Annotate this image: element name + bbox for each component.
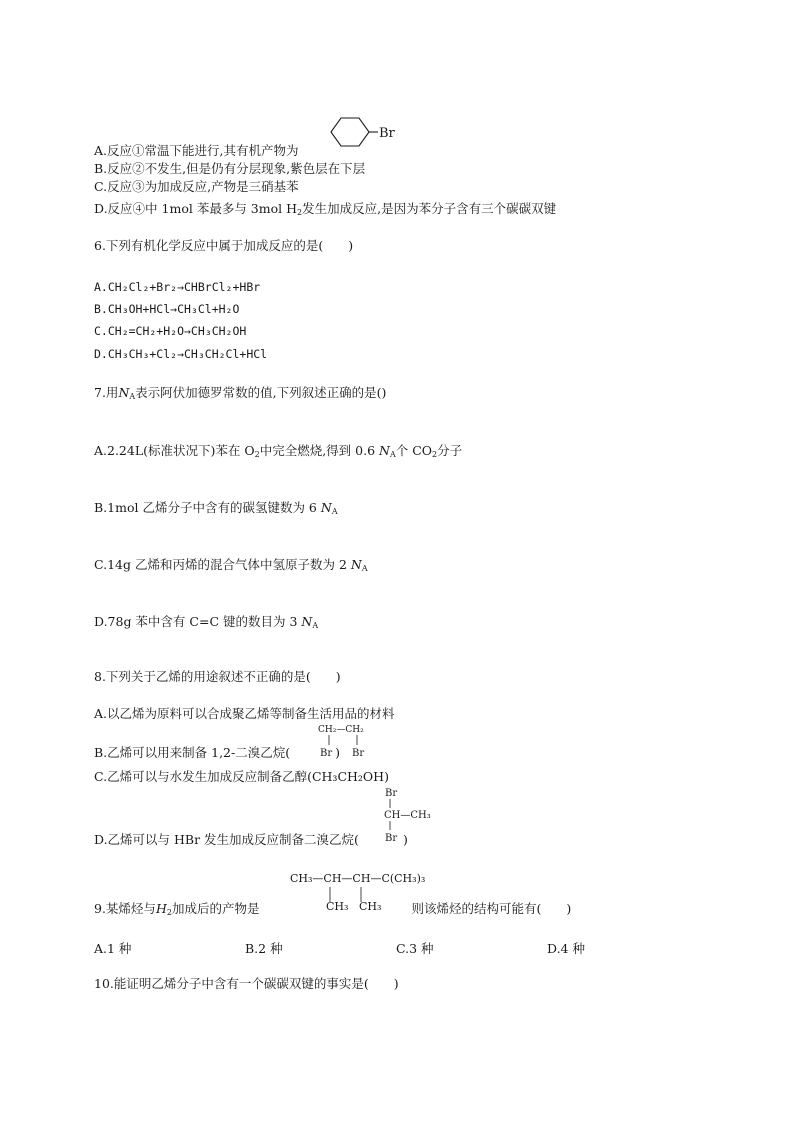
na-sub: A	[331, 507, 338, 516]
na-sub: A	[312, 621, 319, 630]
q9-stem-pre: 9.某烯烃与	[94, 901, 156, 916]
q8-d-close: )	[402, 832, 408, 847]
q6-option-d: D.CH₃CH₃+Cl₂→CH₃CH₂Cl+HCl	[94, 347, 268, 361]
co2-sub: 2	[432, 450, 438, 459]
na-symbol: N	[379, 443, 390, 458]
q8-b-close: )	[335, 745, 341, 760]
q7-option-c	[94, 557, 368, 573]
dibromoethane-br-left: Br	[320, 748, 333, 759]
q7-c-pre: C.14g 乙烯和丙烯的混合气体中氢原子数为 2	[94, 557, 347, 572]
d-ch-ch3: CH—CH₃	[384, 810, 431, 821]
q5-option-c: C.反应③为加成反应,产物是三硝基苯	[94, 179, 299, 194]
q7-b-pre: B.1mol 乙烯分子中含有的碳氢键数为 6	[94, 500, 317, 515]
na-sub: A	[389, 450, 396, 459]
q7-stem-post: 表示阿伏加德罗常数的值,下列叙述正确的是()	[135, 385, 387, 400]
q7-stem	[94, 385, 386, 401]
alkane-ch3-left: CH₃	[326, 900, 349, 913]
q5-option-a: A.反应①常温下能进行,其有机产物为	[94, 143, 299, 158]
na-sub: A	[129, 392, 136, 401]
na-symbol: N	[320, 500, 332, 515]
br-label: Br	[379, 126, 395, 141]
q8-option-a: A.以乙烯为原料可以合成聚乙烯等制备生活用品的材料	[94, 706, 395, 721]
q8-option-b	[94, 745, 340, 761]
dibromoethane-top: CH₂—CH₂	[318, 725, 364, 735]
alkane-ch3-right: CH₃	[359, 900, 382, 913]
d-br-bottom: Br	[385, 833, 398, 844]
q7-option-b	[94, 500, 338, 516]
q6-option-b: B.CH₃OH+HCl→CH₃Cl+H₂O	[94, 302, 240, 316]
q5-d-sub: 2	[297, 208, 303, 217]
q8-stem: 8.下列关于乙烯的用途叙述不正确的是( )	[94, 669, 341, 684]
bromocyclohexane-structure	[326, 114, 426, 154]
q9-option-a: A.1 种	[94, 941, 132, 956]
q7-option-d	[94, 614, 318, 630]
na-symbol: N	[118, 385, 130, 400]
q5-option-d	[94, 201, 556, 217]
q7-a-pre: A.2.24L(标准状况下)苯在 O	[94, 443, 255, 458]
q5-option-b: B.反应②不发生,但是仍有分层现象,紫色层在下层	[94, 161, 366, 176]
dibromoethane-br-right: Br	[352, 748, 365, 759]
q8-option-c: C.乙烯可以与水发生加成反应制备乙醇(CH₃CH₂OH)	[94, 769, 389, 784]
q7-a-mid2: 个 CO	[395, 443, 433, 458]
alkane-main-chain: CH₃—CH—CH—C(CH₃)₃	[290, 872, 426, 885]
o2-sub: 2	[254, 450, 260, 459]
q7-option-a	[94, 443, 462, 459]
q6-option-a: A.CH₂Cl₂+Br₂→CHBrCl₂+HBr	[94, 280, 261, 294]
q8-d-text: D.乙烯可以与 HBr 发生加成反应制备二溴乙烷(	[94, 832, 359, 847]
q9-stem-mid: 加成后的产物是	[171, 901, 260, 916]
q9-option-d: D.4 种	[547, 941, 585, 956]
q6-option-c: C.CH₂=CH₂+H₂O→CH₃CH₂OH	[94, 324, 247, 338]
h2-symbol: H	[155, 901, 167, 916]
h2-sub: 2	[166, 908, 172, 917]
q5-d-post: 发生加成反应,是因为苯分子含有三个碳碳双键	[302, 201, 557, 216]
q8-option-d	[94, 832, 408, 848]
q5-d-pre: D.反应④中 1mol 苯最多与 3mol H	[94, 201, 298, 216]
q7-stem-pre: 7.用	[94, 385, 119, 400]
q10-stem: 10.能证明乙烯分子中含有一个碳碳双键的事实是( )	[94, 976, 399, 991]
q8-b-text: B.乙烯可以用来制备 1,2-二溴乙烷(	[94, 745, 291, 760]
q7-a-post: 分子	[437, 443, 463, 458]
q9-option-b: B.2 种	[245, 941, 283, 956]
q9-stem-post: 则该烯烃的结构可能有( )	[411, 901, 572, 916]
na-sub: A	[361, 564, 368, 573]
q9-stem	[94, 901, 571, 917]
na-symbol: N	[350, 557, 362, 572]
d-br-top: Br	[385, 788, 398, 799]
q7-d-pre: D.78g 苯中含有 C=C 键的数目为 3	[94, 614, 298, 629]
q7-a-mid: 中完全燃烧,得到 0.6	[259, 443, 376, 458]
q6-stem: 6.下列有机化学反应中属于加成反应的是( )	[94, 238, 354, 253]
na-symbol: N	[301, 614, 313, 629]
q9-option-c: C.3 种	[396, 941, 434, 956]
